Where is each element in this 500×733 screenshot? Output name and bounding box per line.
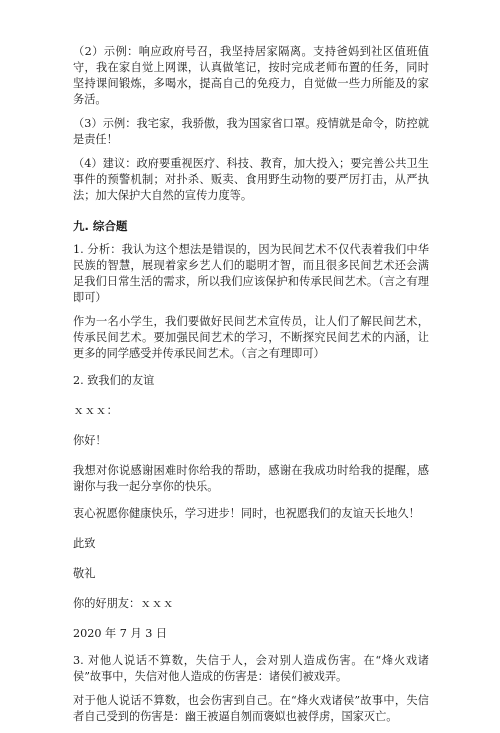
q3-part1 — [73, 653, 429, 685]
paragraph: （2）示例：响应政府号召，我坚持居家隔离。支持爸妈到社区值班值守，我在家自觉上网课，认真做笔记，按时完成老师布置的任务，同时坚持课间锻炼，多喝水，提高自己的免疫力，自觉做一些力所能及的家务活。 — [73, 45, 429, 106]
paragraph: 1. 分析：我认为这个想法是错误的，因为民间艺术不仅代表着我们中华民族的智慧，展现着家乡艺人们的聪明才智，而且很多民间艺术还会满足我们日常生活的需求，所以我们应该保护和传承民间艺术。（言之有理即可） — [73, 243, 429, 304]
letter-closing-2: 敬礼 — [73, 567, 96, 580]
q1-action — [73, 314, 429, 362]
paragraph: （4）建议：政府要重视医疗、科技、教育，加大投入；要完善公共卫生事件的预警机制；对扑杀、贩卖、食用野生动物的要严厉打击，从严执法；加大保护大自然的宣传力度等。 — [73, 157, 429, 202]
q1-analysis — [73, 242, 429, 306]
answer-part8-3 — [73, 116, 429, 148]
q3-part2 — [73, 693, 429, 725]
q2-heading: 2. 致我们的友谊 — [73, 374, 155, 387]
answer-part8-4 — [73, 156, 429, 204]
paragraph: 对于他人说话不算数，也会伤害到自己。在“烽火戏诸侯”故事中，失信者自己受到的伤害是：幽王被逼自刎而褒姒也被俘虏，国家灭亡。 — [73, 694, 429, 723]
letter-date: 2020 年 7 月 3 日 — [73, 627, 168, 640]
letter-salutation: ｘｘｘ： — [73, 404, 118, 417]
letter-signature: 你的好朋友：ｘｘｘ — [73, 597, 174, 610]
paragraph: 我想对你说感谢困难时你给我的帮助，感谢在我成功时给我的提醒，感谢你与我一起分享你的快乐。 — [73, 464, 429, 493]
paragraph: 作为一名小学生，我们要做好民间艺术宣传员，让人们了解民间艺术，传承民间艺术。要加强民间艺术的学习，不断探究民间艺术的内涵，让更多的同学感受并传承民间艺术。（言之有理即可） — [73, 315, 429, 360]
letter-wish: 衷心祝愿你健康快乐，学习进步！同时，也祝愿我们的友谊天长地久！ — [73, 507, 420, 520]
paragraph: 3. 对他人说话不算数，失信于人，会对别人造成伤害。在“烽火戏诸侯”故事中，失信对他人造成的伤害是：诸侯们被戏弄。 — [73, 654, 429, 683]
answer-part8-2 — [73, 44, 429, 108]
document-page — [73, 44, 429, 733]
section-9-title: 九. 综合题 — [73, 219, 128, 233]
paragraph: （3）示例：我宅家，我骄傲，我为国家省口罩。疫情就是命令，防控就是责任！ — [73, 117, 429, 146]
letter-greeting: 你好！ — [73, 434, 107, 447]
letter-closing-1: 此致 — [73, 537, 96, 550]
letter-body — [73, 463, 429, 495]
